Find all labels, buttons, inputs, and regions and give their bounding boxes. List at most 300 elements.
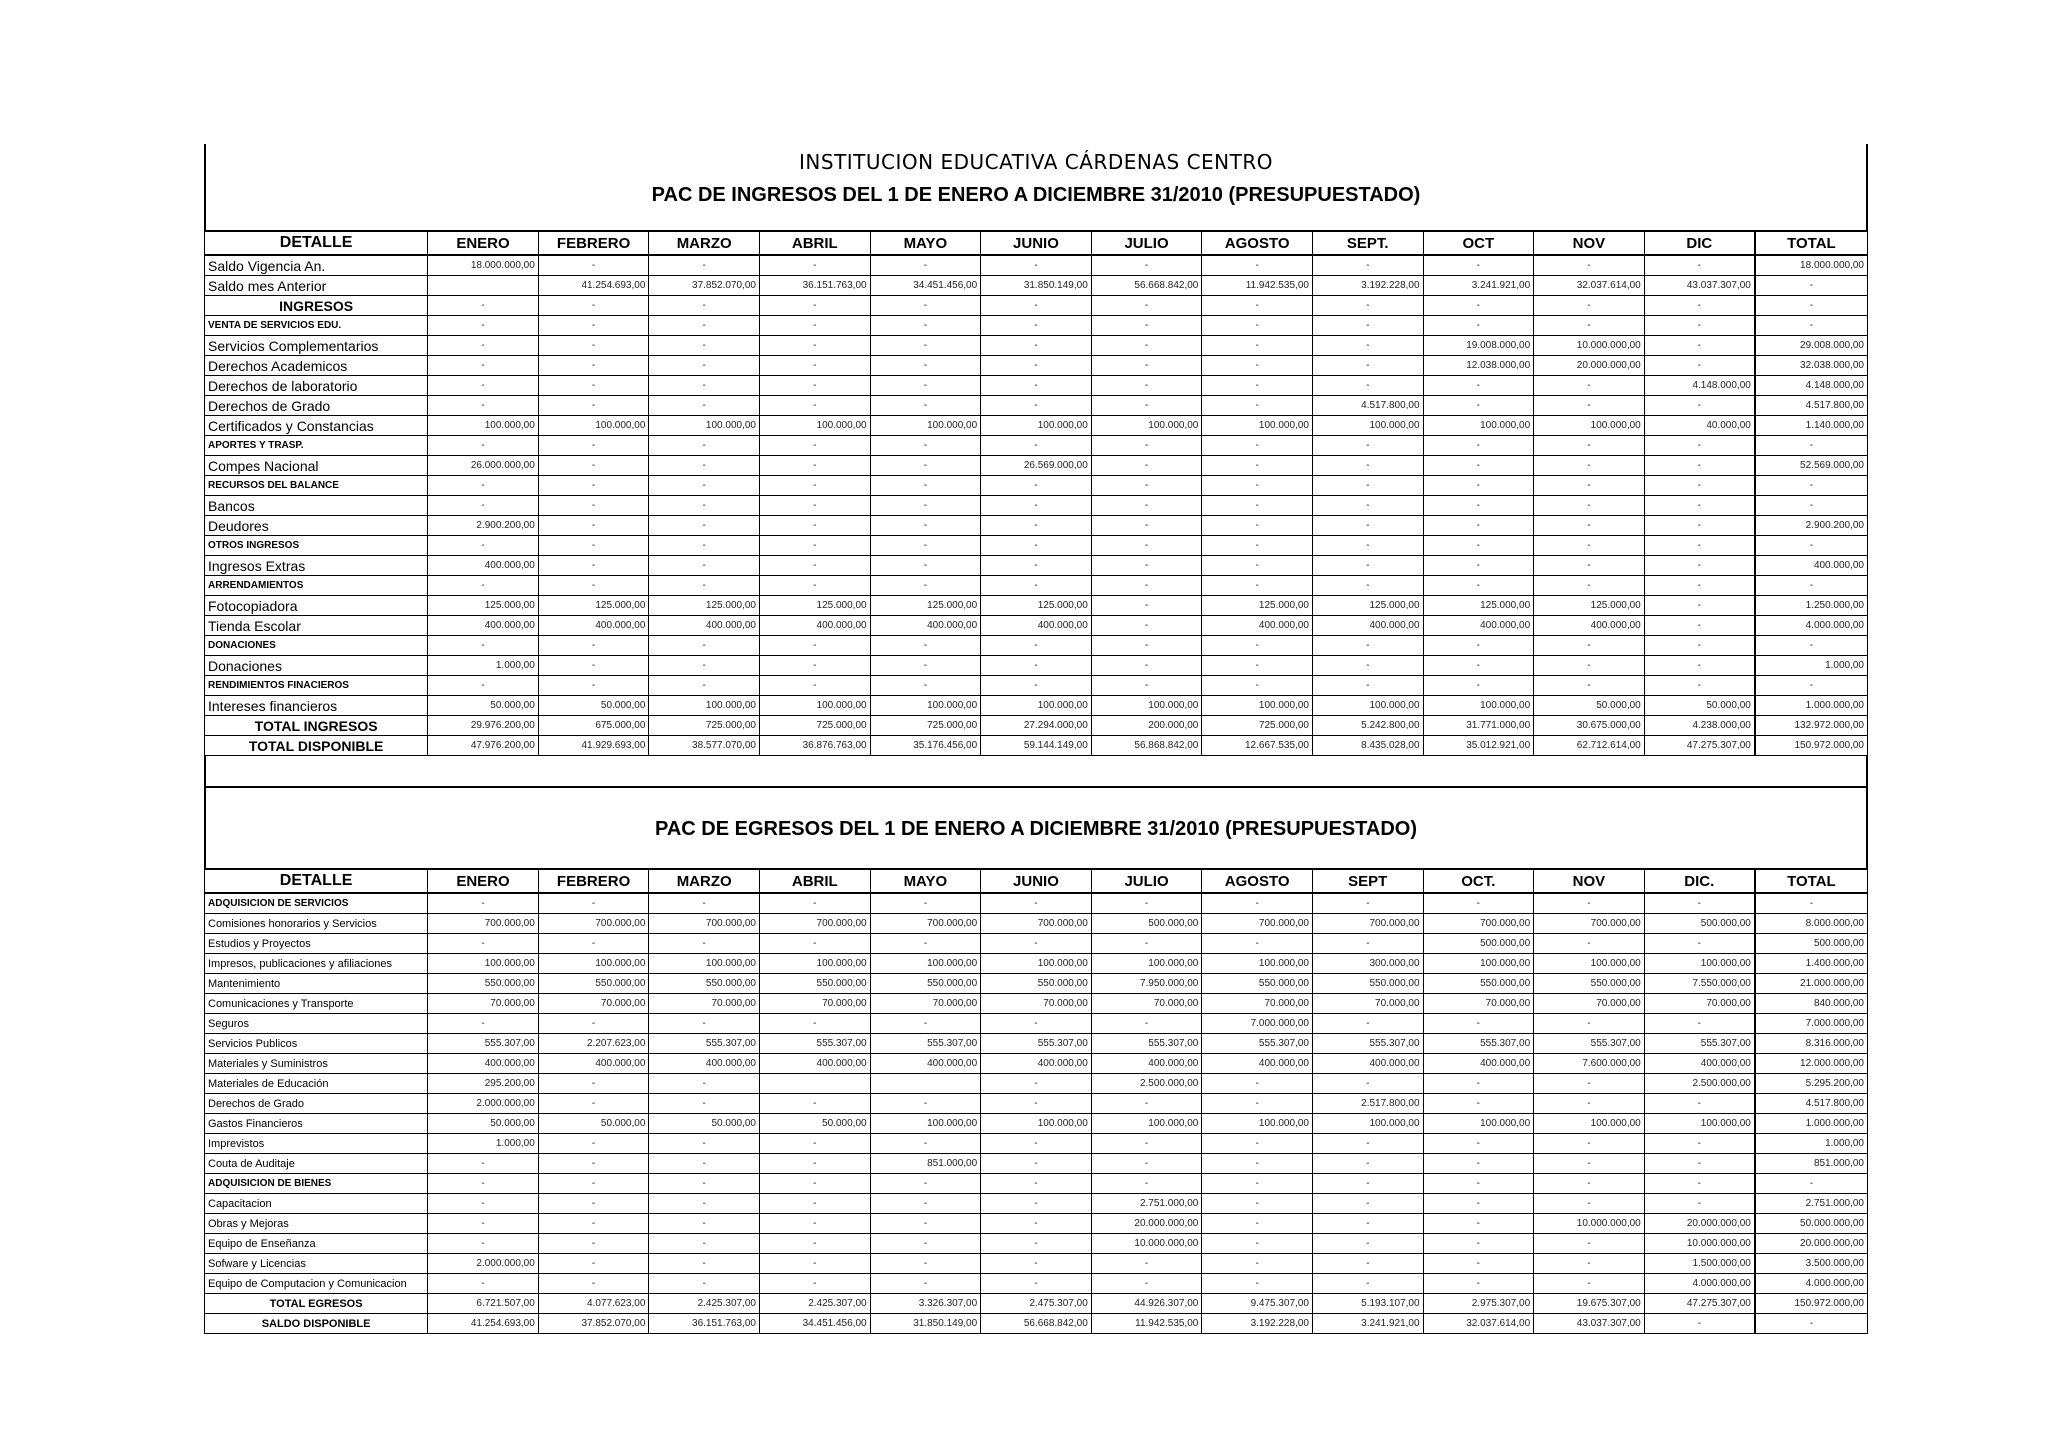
value-cell: -: [538, 556, 649, 576]
value-cell: -: [981, 934, 1092, 954]
row-label: Obras y Mejoras: [205, 1214, 428, 1234]
value-cell: -: [1202, 1214, 1313, 1234]
value-cell: -: [649, 356, 760, 376]
value-cell: -: [870, 556, 981, 576]
value-cell: -: [1644, 536, 1755, 556]
column-header: OCT.: [1423, 869, 1534, 893]
value-cell: -: [1644, 1154, 1755, 1174]
value-cell: -: [649, 1214, 760, 1234]
column-header: DETALLE: [205, 231, 428, 255]
value-cell: -: [1202, 1194, 1313, 1214]
column-header: FEBRERO: [538, 869, 649, 893]
value-cell: 70.000,00: [1202, 994, 1313, 1014]
column-header: ABRIL: [759, 231, 870, 255]
value-cell: 56.868.842,00: [1091, 736, 1202, 756]
value-cell: -: [1644, 596, 1755, 616]
value-cell: -: [1091, 496, 1202, 516]
value-cell: -: [981, 893, 1092, 914]
value-cell: -: [1534, 456, 1645, 476]
egresos-title: PAC DE EGRESOS DEL 1 DE ENERO A DICIEMBRE 31/2010 (PRESUPUESTADO): [654, 818, 1418, 840]
value-cell: 4.517.800,00: [1755, 1094, 1868, 1114]
row-label: SALDO DISPONIBLE: [205, 1314, 428, 1334]
value-cell: -: [1644, 1174, 1755, 1194]
value-cell: 100.000,00: [1534, 1114, 1645, 1134]
value-cell: -: [1755, 893, 1868, 914]
value-cell: 32.037.614,00: [1423, 1314, 1534, 1334]
value-cell: -: [1755, 436, 1868, 456]
value-cell: -: [1644, 396, 1755, 416]
value-cell: 125.000,00: [759, 596, 870, 616]
value-cell: -: [1091, 636, 1202, 656]
value-cell: -: [1644, 616, 1755, 636]
value-cell: -: [1312, 1234, 1423, 1254]
value-cell: 7.000.000,00: [1755, 1014, 1868, 1034]
value-cell: -: [1091, 296, 1202, 316]
value-cell: -: [981, 376, 1092, 396]
value-cell: 43.037.307,00: [1644, 276, 1755, 296]
value-cell: 555.307,00: [1312, 1034, 1423, 1054]
value-cell: 62.712.614,00: [1534, 736, 1645, 756]
value-cell: -: [428, 576, 539, 596]
spreadsheet-page: [204, 144, 1868, 1334]
row-label: Derechos de laboratorio: [205, 376, 428, 396]
value-cell: 12.000.000,00: [1755, 1054, 1868, 1074]
column-header: MARZO: [649, 231, 760, 255]
table-row: [205, 994, 1868, 1014]
table-row: [205, 1054, 1868, 1074]
column-header: OCT: [1423, 231, 1534, 255]
value-cell: -: [1312, 1154, 1423, 1174]
value-cell: 26.000.000,00: [428, 456, 539, 476]
value-cell: 100.000,00: [1202, 954, 1313, 974]
value-cell: -: [981, 676, 1092, 696]
value-cell: 125.000,00: [1534, 596, 1645, 616]
value-cell: -: [1091, 376, 1202, 396]
value-cell: -: [538, 656, 649, 676]
row-label: Tienda Escolar: [205, 616, 428, 636]
value-cell: -: [981, 296, 1092, 316]
value-cell: 4.148.000,00: [1644, 376, 1755, 396]
value-cell: 2.500.000,00: [1644, 1074, 1755, 1094]
value-cell: 4.077.623,00: [538, 1294, 649, 1314]
table-row: [205, 1174, 1868, 1194]
value-cell: -: [759, 1234, 870, 1254]
value-cell: -: [1202, 934, 1313, 954]
value-cell: -: [759, 934, 870, 954]
value-cell: 5.193.107,00: [1312, 1294, 1423, 1314]
value-cell: -: [1755, 1314, 1868, 1334]
row-label: Derechos de Grado: [205, 1094, 428, 1114]
value-cell: 400.000,00: [1202, 616, 1313, 636]
value-cell: -: [649, 676, 760, 696]
value-cell: -: [1755, 1174, 1868, 1194]
value-cell: 100.000,00: [1202, 416, 1313, 436]
value-cell: 1.000,00: [1755, 1134, 1868, 1154]
value-cell: 400.000,00: [1644, 1054, 1755, 1074]
value-cell: -: [1312, 356, 1423, 376]
value-cell: -: [1202, 336, 1313, 356]
value-cell: -: [649, 1154, 760, 1174]
value-cell: 70.000,00: [649, 994, 760, 1014]
value-cell: -: [870, 934, 981, 954]
value-cell: -: [1202, 636, 1313, 656]
column-header: FEBRERO: [538, 231, 649, 255]
value-cell: 37.852.070,00: [538, 1314, 649, 1334]
value-cell: 725.000,00: [649, 716, 760, 736]
value-cell: 20.000.000,00: [1644, 1214, 1755, 1234]
value-cell: 2.500.000,00: [1091, 1074, 1202, 1094]
value-cell: -: [1312, 676, 1423, 696]
value-cell: -: [1312, 656, 1423, 676]
column-header: MAYO: [870, 231, 981, 255]
value-cell: -: [428, 296, 539, 316]
value-cell: -: [1091, 596, 1202, 616]
value-cell: 19.675.307,00: [1534, 1294, 1645, 1314]
value-cell: 7.950.000,00: [1091, 974, 1202, 994]
value-cell: -: [649, 456, 760, 476]
table-row: [205, 536, 1868, 556]
value-cell: -: [981, 656, 1092, 676]
value-cell: 555.307,00: [649, 1034, 760, 1054]
value-cell: -: [1644, 356, 1755, 376]
value-cell: 555.307,00: [870, 1034, 981, 1054]
value-cell: 1.250.000,00: [1755, 596, 1868, 616]
value-cell: -: [759, 576, 870, 596]
value-cell: -: [1423, 893, 1534, 914]
value-cell: 550.000,00: [870, 974, 981, 994]
table-row: [205, 1034, 1868, 1054]
value-cell: 9.475.307,00: [1202, 1294, 1313, 1314]
value-cell: 100.000,00: [1423, 954, 1534, 974]
value-cell: -: [649, 496, 760, 516]
value-cell: -: [981, 496, 1092, 516]
table-row: [205, 1014, 1868, 1034]
value-cell: -: [538, 1014, 649, 1034]
value-cell: -: [1312, 1174, 1423, 1194]
row-label: INGRESOS: [205, 296, 428, 316]
value-cell: 700.000,00: [759, 914, 870, 934]
row-label: Sofware y Licencias: [205, 1254, 428, 1274]
value-cell: 400.000,00: [1091, 1054, 1202, 1074]
value-cell: -: [649, 1134, 760, 1154]
value-cell: -: [981, 1274, 1092, 1294]
value-cell: 700.000,00: [1312, 914, 1423, 934]
value-cell: -: [759, 336, 870, 356]
value-cell: 555.307,00: [1534, 1034, 1645, 1054]
value-cell: 125.000,00: [1202, 596, 1313, 616]
value-cell: 840.000,00: [1755, 994, 1868, 1014]
value-cell: 400.000,00: [1534, 616, 1645, 636]
value-cell: 21.000.000,00: [1755, 974, 1868, 994]
value-cell: 12.667.535,00: [1202, 736, 1313, 756]
value-cell: -: [1312, 1194, 1423, 1214]
value-cell: -: [649, 376, 760, 396]
value-cell: 36.151.763,00: [759, 276, 870, 296]
value-cell: 47.275.307,00: [1644, 1294, 1755, 1314]
value-cell: -: [870, 1014, 981, 1034]
value-cell: -: [538, 456, 649, 476]
value-cell: -: [1423, 1134, 1534, 1154]
value-cell: 31.850.149,00: [981, 276, 1092, 296]
column-header: TOTAL: [1755, 231, 1868, 255]
value-cell: 10.000.000,00: [1091, 1234, 1202, 1254]
value-cell: -: [649, 536, 760, 556]
value-cell: 100.000,00: [1312, 1114, 1423, 1134]
value-cell: -: [981, 536, 1092, 556]
value-cell: 50.000,00: [428, 696, 539, 716]
row-label: RENDIMIENTOS FINACIEROS: [205, 676, 428, 696]
table-row: [205, 1314, 1868, 1334]
value-cell: 40.000,00: [1644, 416, 1755, 436]
column-header: SEPT: [1312, 869, 1423, 893]
value-cell: -: [1202, 316, 1313, 336]
value-cell: -: [428, 396, 539, 416]
value-cell: 3.241.921,00: [1312, 1314, 1423, 1334]
value-cell: -: [981, 356, 1092, 376]
value-cell: -: [1202, 1254, 1313, 1274]
value-cell: -: [981, 396, 1092, 416]
value-cell: 100.000,00: [649, 416, 760, 436]
value-cell: -: [649, 1254, 760, 1274]
value-cell: -: [1534, 396, 1645, 416]
value-cell: 11.942.535,00: [1202, 276, 1313, 296]
value-cell: -: [1202, 1094, 1313, 1114]
value-cell: 5.242.800,00: [1312, 716, 1423, 736]
value-cell: -: [538, 476, 649, 496]
value-cell: -: [649, 1194, 760, 1214]
table-row: [205, 476, 1868, 496]
value-cell: 50.000,00: [428, 1114, 539, 1134]
value-cell: -: [649, 1074, 760, 1094]
value-cell: -: [759, 1134, 870, 1154]
value-cell: -: [1312, 316, 1423, 336]
table-row: [205, 696, 1868, 716]
value-cell: -: [538, 576, 649, 596]
value-cell: 26.569.000,00: [981, 456, 1092, 476]
value-cell: 100.000,00: [1312, 696, 1423, 716]
value-cell: -: [1312, 496, 1423, 516]
value-cell: -: [870, 676, 981, 696]
value-cell: 700.000,00: [538, 914, 649, 934]
value-cell: 100.000,00: [1534, 416, 1645, 436]
value-cell: 36.876.763,00: [759, 736, 870, 756]
value-cell: 400.000,00: [428, 616, 539, 636]
value-cell: 70.000,00: [1644, 994, 1755, 1014]
table-row: [205, 616, 1868, 636]
value-cell: 1.500.000,00: [1644, 1254, 1755, 1274]
value-cell: 100.000,00: [1091, 1114, 1202, 1134]
table-row: [205, 954, 1868, 974]
value-cell: -: [1644, 556, 1755, 576]
value-cell: -: [870, 516, 981, 536]
value-cell: -: [1312, 436, 1423, 456]
value-cell: -: [870, 336, 981, 356]
row-label: Saldo mes Anterior: [205, 276, 428, 296]
value-cell: 59.144.149,00: [981, 736, 1092, 756]
value-cell: 2.000.000,00: [428, 1094, 539, 1114]
value-cell: 50.000.000,00: [1755, 1214, 1868, 1234]
value-cell: 125.000,00: [981, 596, 1092, 616]
value-cell: -: [759, 1274, 870, 1294]
egresos-header-row: [205, 869, 1868, 893]
value-cell: -: [870, 1254, 981, 1274]
value-cell: 50.000,00: [649, 1114, 760, 1134]
value-cell: -: [1644, 893, 1755, 914]
value-cell: -: [1534, 1074, 1645, 1094]
table-row: [205, 893, 1868, 914]
column-header: JUNIO: [981, 869, 1092, 893]
value-cell: -: [428, 316, 539, 336]
value-cell: 555.307,00: [981, 1034, 1092, 1054]
value-cell: -: [1091, 436, 1202, 456]
row-label: Ingresos Extras: [205, 556, 428, 576]
value-cell: -: [1644, 1134, 1755, 1154]
value-cell: -: [538, 1254, 649, 1274]
row-label: RECURSOS DEL BALANCE: [205, 476, 428, 496]
value-cell: -: [428, 376, 539, 396]
value-cell: -: [981, 1194, 1092, 1214]
value-cell: -: [1312, 376, 1423, 396]
value-cell: -: [1312, 255, 1423, 276]
table-row: [205, 656, 1868, 676]
column-header: TOTAL: [1755, 869, 1868, 893]
table-row: [205, 1234, 1868, 1254]
value-cell: -: [428, 934, 539, 954]
value-cell: 70.000,00: [981, 994, 1092, 1014]
value-cell: 400.000,00: [981, 616, 1092, 636]
value-cell: 100.000,00: [870, 1114, 981, 1134]
value-cell: 10.000.000,00: [1644, 1234, 1755, 1254]
value-cell: -: [1091, 656, 1202, 676]
value-cell: -: [870, 636, 981, 656]
value-cell: -: [1423, 1194, 1534, 1214]
value-cell: 6.721.507,00: [428, 1294, 539, 1314]
table-row: [205, 934, 1868, 954]
row-label: Materiales y Suministros: [205, 1054, 428, 1074]
value-cell: -: [981, 516, 1092, 536]
value-cell: -: [1091, 676, 1202, 696]
value-cell: -: [759, 436, 870, 456]
value-cell: -: [1423, 436, 1534, 456]
value-cell: 500.000,00: [1755, 934, 1868, 954]
value-cell: -: [870, 1134, 981, 1154]
value-cell: 2.751.000,00: [1091, 1194, 1202, 1214]
value-cell: 700.000,00: [870, 914, 981, 934]
value-cell: -: [649, 476, 760, 496]
value-cell: 1.000.000,00: [1755, 696, 1868, 716]
value-cell: -: [1312, 1134, 1423, 1154]
row-label: DONACIONES: [205, 636, 428, 656]
value-cell: -: [1755, 296, 1868, 316]
value-cell: -: [870, 376, 981, 396]
value-cell: -: [1644, 676, 1755, 696]
table-row: [205, 914, 1868, 934]
value-cell: -: [538, 516, 649, 536]
table-row: [205, 316, 1868, 336]
value-cell: -: [1644, 636, 1755, 656]
value-cell: -: [428, 436, 539, 456]
value-cell: -: [870, 1274, 981, 1294]
value-cell: -: [538, 676, 649, 696]
value-cell: -: [1755, 316, 1868, 336]
value-cell: 200.000,00: [1091, 716, 1202, 736]
value-cell: -: [981, 336, 1092, 356]
value-cell: 125.000,00: [538, 596, 649, 616]
value-cell: 500.000,00: [1091, 914, 1202, 934]
value-cell: 70.000,00: [1423, 994, 1534, 1014]
row-label: TOTAL EGRESOS: [205, 1294, 428, 1314]
value-cell: -: [1202, 1074, 1313, 1094]
value-cell: 50.000,00: [538, 696, 649, 716]
table-row: [205, 396, 1868, 416]
column-header: AGOSTO: [1202, 231, 1313, 255]
value-cell: -: [1755, 636, 1868, 656]
column-header: JUNIO: [981, 231, 1092, 255]
value-cell: -: [1644, 516, 1755, 536]
value-cell: -: [1534, 676, 1645, 696]
value-cell: -: [1534, 636, 1645, 656]
value-cell: -: [759, 636, 870, 656]
row-label: TOTAL DISPONIBLE: [205, 736, 428, 756]
value-cell: -: [1534, 516, 1645, 536]
value-cell: 100.000,00: [1423, 1114, 1534, 1134]
value-cell: -: [1312, 1214, 1423, 1234]
value-cell: 50.000,00: [538, 1114, 649, 1134]
value-cell: 400.000,00: [1755, 556, 1868, 576]
value-cell: 550.000,00: [428, 974, 539, 994]
value-cell: 100.000,00: [981, 416, 1092, 436]
value-cell: -: [1091, 1174, 1202, 1194]
value-cell: -: [1534, 656, 1645, 676]
value-cell: -: [1202, 1234, 1313, 1254]
value-cell: 100.000,00: [1091, 954, 1202, 974]
value-cell: 10.000.000,00: [1534, 1214, 1645, 1234]
value-cell: -: [649, 316, 760, 336]
value-cell: -: [1534, 436, 1645, 456]
value-cell: -: [1534, 376, 1645, 396]
value-cell: 1.000.000,00: [1755, 1114, 1868, 1134]
value-cell: -: [870, 1234, 981, 1254]
value-cell: -: [1091, 1154, 1202, 1174]
value-cell: 70.000,00: [759, 994, 870, 1014]
value-cell: 400.000,00: [759, 616, 870, 636]
value-cell: 555.307,00: [1091, 1034, 1202, 1054]
value-cell: -: [870, 1214, 981, 1234]
value-cell: -: [1534, 316, 1645, 336]
value-cell: -: [428, 496, 539, 516]
value-cell: -: [1423, 376, 1534, 396]
value-cell: -: [759, 1194, 870, 1214]
value-cell: 125.000,00: [870, 596, 981, 616]
value-cell: -: [1534, 1174, 1645, 1194]
value-cell: 725.000,00: [870, 716, 981, 736]
value-cell: 41.929.693,00: [538, 736, 649, 756]
table-row: [205, 676, 1868, 696]
value-cell: -: [870, 656, 981, 676]
column-header: MAYO: [870, 869, 981, 893]
table-row: [205, 416, 1868, 436]
value-cell: 125.000,00: [1423, 596, 1534, 616]
value-cell: 7.000.000,00: [1202, 1014, 1313, 1034]
value-cell: -: [1423, 1254, 1534, 1274]
value-cell: -: [1534, 1094, 1645, 1114]
value-cell: -: [1423, 1094, 1534, 1114]
value-cell: -: [538, 255, 649, 276]
column-header: ENERO: [428, 869, 539, 893]
column-header: ABRIL: [759, 869, 870, 893]
value-cell: 4.000.000,00: [1755, 1274, 1868, 1294]
value-cell: -: [649, 556, 760, 576]
